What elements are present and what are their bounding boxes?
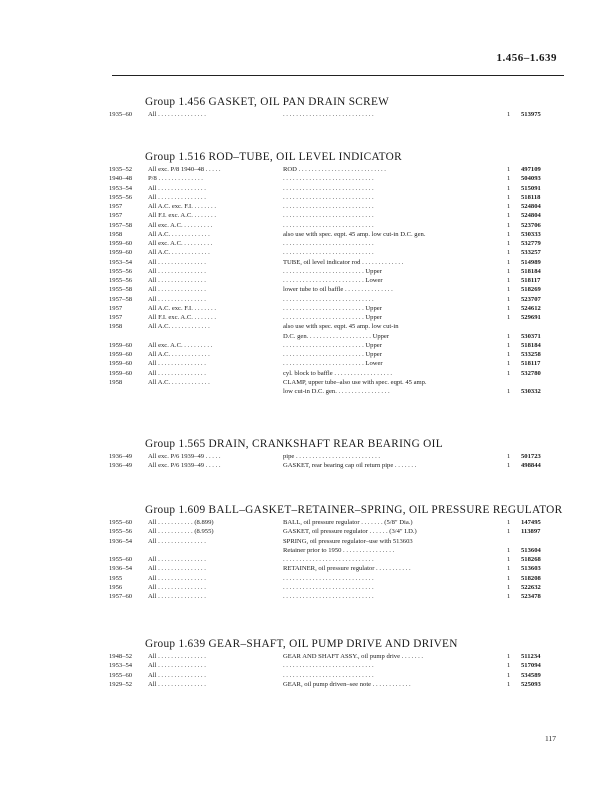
year-cell: 1959–60 [109,351,133,358]
application-cell: All . . . . . . . . . . . . . . . [148,593,206,600]
year-cell: 1959–60 [109,360,133,368]
year-cell: 1955–56 [109,193,133,201]
year-cell: 1948–52 [109,653,133,660]
part-number-cell: 511234 [521,653,541,660]
group-1-456 [107,94,564,119]
part-number-cell: 504093 [521,175,541,183]
description-cell: . . . . . . . . . . . . . . . . . . . . . . . . . Upper [283,351,382,358]
quantity-cell: 1 [507,221,511,229]
quantity-cell: 1 [507,369,511,377]
quantity-cell: 1 [507,574,511,582]
description-cell: . . . . . . . . . . . . . . . . . . . . . . . . . . . . [283,574,374,582]
table-row [107,461,564,470]
application-cell: All exc. P/6 1939–49 . . . . . [148,453,221,460]
description-cell: . . . . . . . . . . . . . . . . . . . . . . . . . Upper [283,267,382,275]
table-row [107,652,564,661]
application-cell: All A.C. exc. F.I. . . . . . . . [148,304,216,312]
part-number-cell: 518117 [521,277,541,284]
table-row [107,555,564,564]
quantity-cell: 1 [507,249,511,257]
year-cell: 1958 [109,323,123,331]
table-row [107,322,564,331]
year-cell: 1955–58 [109,286,133,294]
part-number-cell: 534589 [521,671,541,679]
description-cell: . . . . . . . . . . . . . . . . . . . . . . . . . . . . [283,556,374,563]
parts-table [107,652,564,689]
description-cell: also use with spec. eqpt. 45 amp. low cut-in [283,323,399,331]
description-cell: BALL, oil pressure regulator . . . . . . . (5/8" Dia.) [283,519,413,526]
table-row [107,671,564,680]
description-cell: . . . . . . . . . . . . . . . . . . . . . . . . . . . . [283,671,374,679]
table-row [107,267,564,276]
group-title: Group 1.456 GASKET, OIL PAN DRAIN SCREW [145,96,390,108]
table-row [107,592,564,601]
year-cell: 1958 [109,230,123,238]
table-row [107,285,564,294]
year-cell: 1935–60 [109,111,133,118]
application-cell: All . . . . . . . . . . . . . . . [148,369,206,377]
table-row [107,276,564,285]
part-number-cell: 518184 [521,267,541,275]
parts-table [107,165,564,396]
part-number-cell: 525093 [521,680,541,688]
application-cell: All . . . . . . . . . . . (8.899) [148,519,214,526]
description-cell: GASKET, rear bearing cap oil return pipe . . . . . . . [283,462,417,470]
header-rule [112,75,564,76]
quantity-cell: 1 [507,277,511,284]
part-number-cell: 524612 [521,304,541,312]
description-cell: . . . . . . . . . . . . . . . . . . . . . . . . . Upper [283,304,382,312]
table-row [107,304,564,313]
description-cell: ROD . . . . . . . . . . . . . . . . . . . . . . . . . . . [283,166,386,173]
application-cell: All . . . . . . . . . . . . . . . [148,267,206,275]
table-row [107,452,564,461]
description-cell: . . . . . . . . . . . . . . . . . . . . . . . . . Lower [283,360,383,368]
group-1-609 [107,502,564,601]
description-cell: . . . . . . . . . . . . . . . . . . . . . . . . . . . . [283,111,374,118]
part-number-cell: 522632 [521,583,541,591]
table-row [107,193,564,202]
description-cell: . . . . . . . . . . . . . . . . . . . . . . . . . Upper [283,314,382,321]
table-row [107,332,564,341]
part-number-cell: 515091 [521,184,541,192]
year-cell: 1957–58 [109,221,133,229]
table-row [107,369,564,378]
part-number-cell: 533258 [521,351,541,358]
year-cell: 1953–54 [109,662,133,670]
table-row [107,110,564,119]
application-cell: All A.C. . . . . . . . . . . . . [148,230,210,238]
description-cell: also use with spec. eqpt. 45 amp. low cut-in D.C. gen. [283,230,426,238]
quantity-cell: 1 [507,212,511,220]
description-cell: . . . . . . . . . . . . . . . . . . . . . . . . . . . . [283,212,374,220]
table-row [107,239,564,248]
description-cell: . . . . . . . . . . . . . . . . . . . . . . . . . . . . [283,662,374,670]
description-cell: low cut-in D.C. gen. . . . . . . . . . . . . . . . . [283,388,390,395]
part-number-cell: 532780 [521,369,541,377]
description-cell: pipe . . . . . . . . . . . . . . . . . . . . . . . . . . [283,453,381,460]
description-cell: . . . . . . . . . . . . . . . . . . . . . . . . . . . . [283,583,374,591]
quantity-cell: 1 [507,528,511,536]
quantity-cell: 1 [507,546,511,554]
part-number-cell: 533257 [521,249,541,257]
table-row [107,221,564,230]
description-cell: RETAINER, oil pressure regulator . . . . . . . . . . . [283,565,411,573]
part-number-cell: 524804 [521,203,541,210]
quantity-cell: 1 [507,111,511,118]
year-cell: 1936–54 [109,537,133,545]
part-number-cell: 523707 [521,295,541,303]
quantity-cell: 1 [507,351,511,358]
part-number-cell: 147495 [521,519,541,526]
part-number-cell: 513603 [521,565,541,573]
table-row [107,211,564,220]
description-cell: . . . . . . . . . . . . . . . . . . . . . . . . . Upper [283,341,382,349]
group-1-565 [107,436,564,471]
quantity-cell: 1 [507,583,511,591]
description-cell: SPRING, oil pressure regulator–use with 513603 [283,537,413,545]
part-number-cell: 517094 [521,662,541,670]
application-cell: All . . . . . . . . . . . . . . . [148,295,206,303]
application-cell: P/8 . . . . . . . . . . . . . . [148,175,203,183]
part-number-cell: 501723 [521,453,541,460]
year-cell: 1936–49 [109,462,133,470]
table-row [107,165,564,174]
page-number: 117 [545,734,556,743]
quantity-cell: 1 [507,671,511,679]
part-number-cell: 113897 [521,528,541,536]
year-cell: 1955–56 [109,277,133,284]
application-cell: All . . . . . . . . . . . . . . . [148,193,206,201]
description-cell: . . . . . . . . . . . . . . . . . . . . . . . . . . . . [283,184,374,192]
part-number-cell: 523478 [521,593,541,600]
application-cell: All exc. P/8 1940–48 . . . . . [148,166,221,173]
group-title: Group 1.565 DRAIN, CRANKSHAFT REAR BEARING OIL [145,438,443,450]
description-cell: GEAR, oil pump driven–see note . . . . . . . . . . . . [283,680,411,688]
application-cell: All exc. A.C. . . . . . . . . . [148,341,213,349]
part-number-cell: 518269 [521,286,541,294]
part-number-cell: 532779 [521,240,541,247]
year-cell: 1957 [109,304,123,312]
table-row [107,378,564,387]
application-cell: All F.I. exc. A.C. . . . . . . . [148,314,216,321]
year-cell: 1935–52 [109,166,133,173]
quantity-cell: 1 [507,332,511,340]
table-row [107,387,564,396]
year-cell: 1959–60 [109,341,133,349]
application-cell: All exc. A.C. . . . . . . . . . [148,240,213,247]
part-number-cell: 518117 [521,360,541,368]
table-row [107,258,564,267]
quantity-cell: 1 [507,388,511,395]
description-cell: . . . . . . . . . . . . . . . . . . . . . . . . . . . . [283,240,374,247]
year-cell: 1955–60 [109,519,133,526]
table-row [107,661,564,670]
application-cell: All . . . . . . . . . . . (8.955) [148,528,214,536]
application-cell: All A.C. . . . . . . . . . . . . [148,351,210,358]
application-cell: All A.C. . . . . . . . . . . . . [148,323,210,331]
table-row [107,546,564,555]
quantity-cell: 1 [507,295,511,303]
year-cell: 1953–54 [109,258,133,266]
year-cell: 1955–60 [109,671,133,679]
application-cell: All . . . . . . . . . . . . . . . [148,184,206,192]
quantity-cell: 1 [507,341,511,349]
table-row [107,248,564,257]
quantity-cell: 1 [507,565,511,573]
description-cell: . . . . . . . . . . . . . . . . . . . . . . . . . . . . [283,193,374,201]
group-title: Group 1.516 ROD–TUBE, OIL LEVEL INDICATOR [145,151,402,163]
group-1-516 [107,149,564,396]
table-row [107,184,564,193]
year-cell: 1929–52 [109,680,133,688]
part-number-cell: 518184 [521,341,541,349]
year-cell: 1957–58 [109,295,133,303]
table-row [107,564,564,573]
table-row [107,537,564,546]
year-cell: 1955–60 [109,556,133,563]
group-1-639 [107,636,564,689]
table-row [107,174,564,183]
quantity-cell: 1 [507,653,511,660]
part-number-cell: 524804 [521,212,541,220]
year-cell: 1956 [109,583,123,591]
part-number-cell: 529691 [521,314,541,321]
table-row [107,527,564,536]
year-cell: 1959–60 [109,369,133,377]
table-row [107,680,564,689]
application-cell: All F.I. exc. A.C. . . . . . . . [148,212,216,220]
year-cell: 1957 [109,314,123,321]
parts-table [107,110,564,119]
description-cell: . . . . . . . . . . . . . . . . . . . . . . . . . . . . [283,593,374,600]
description-cell: TUBE, oil level indicator rod . . . . . . . . . . . . . [283,258,404,266]
part-number-cell: 530371 [521,332,541,340]
description-cell: . . . . . . . . . . . . . . . . . . . . . . . . . . . . [283,295,374,303]
quantity-cell: 1 [507,462,511,470]
quantity-cell: 1 [507,267,511,275]
year-cell: 1953–54 [109,184,133,192]
quantity-cell: 1 [507,193,511,201]
application-cell: All exc. A.C. . . . . . . . . . [148,221,213,229]
quantity-cell: 1 [507,680,511,688]
part-number-cell: 514989 [521,258,541,266]
page-header-range: 1.456–1.639 [496,52,557,64]
application-cell: All . . . . . . . . . . . . . . . [148,583,206,591]
application-cell: All . . . . . . . . . . . . . . . [148,574,206,582]
table-row [107,341,564,350]
quantity-cell: 1 [507,593,511,600]
quantity-cell: 1 [507,314,511,321]
quantity-cell: 1 [507,184,511,192]
table-row [107,230,564,239]
year-cell: 1955 [109,574,123,582]
description-cell: . . . . . . . . . . . . . . . . . . . . . . . . . . . . [283,203,374,210]
group-title: Group 1.609 BALL–GASKET–RETAINER–SPRING, OIL PRESSURE REGULATOR [145,504,563,516]
description-cell: . . . . . . . . . . . . . . . . . . . . . . . . . . . . [283,249,374,257]
quantity-cell: 1 [507,360,511,368]
application-cell: All A.C. . . . . . . . . . . . . [148,249,210,257]
quantity-cell: 1 [507,662,511,670]
quantity-cell: 1 [507,240,511,247]
parts-table [107,518,564,601]
year-cell: 1955–56 [109,267,133,275]
part-number-cell: 518208 [521,574,541,582]
description-cell: GEAR AND SHAFT ASSY., oil pump drive . . . . . . . [283,653,424,660]
application-cell: All . . . . . . . . . . . . . . . [148,680,206,688]
year-cell: 1936–54 [109,565,133,573]
quantity-cell: 1 [507,453,511,460]
quantity-cell: 1 [507,203,511,210]
year-cell: 1957 [109,212,123,220]
year-cell: 1940–48 [109,175,133,183]
part-number-cell: 498844 [521,462,541,470]
part-number-cell: 530332 [521,388,541,395]
application-cell: All A.C. . . . . . . . . . . . . [148,378,210,386]
application-cell: All . . . . . . . . . . . . . . . [148,277,206,284]
part-number-cell: 513975 [521,111,541,118]
table-row [107,518,564,527]
table-row [107,350,564,359]
parts-table [107,452,564,471]
description-cell: GASKET, oil pressure regulator . . . . . . (3/4" I.D.) [283,528,417,536]
part-number-cell: 523706 [521,221,541,229]
table-row [107,359,564,368]
table-row [107,295,564,304]
year-cell: 1959–60 [109,240,133,247]
application-cell: All . . . . . . . . . . . . . . . [148,286,206,294]
description-cell: . . . . . . . . . . . . . . . . . . . . . . . . . . . . [283,221,374,229]
description-cell: . . . . . . . . . . . . . . . . . . . . . . . . . . . . [283,175,374,183]
part-number-cell: 513604 [521,546,541,554]
quantity-cell: 1 [507,230,511,238]
year-cell: 1958 [109,378,123,386]
quantity-cell: 1 [507,166,511,173]
description-cell: Retainer prior to 1950 . . . . . . . . . . . . . . . . [283,546,395,554]
quantity-cell: 1 [507,258,511,266]
application-cell: All . . . . . . . . . . . . . . . [148,537,206,545]
part-number-cell: 518268 [521,556,541,563]
application-cell: All . . . . . . . . . . . . . . . [148,565,206,573]
quantity-cell: 1 [507,175,511,183]
description-cell: D.C. gen. . . . . . . . . . . . . . . . . . . . Upper [283,332,390,340]
year-cell: 1955–56 [109,528,133,536]
year-cell: 1957 [109,203,123,210]
part-number-cell: 518118 [521,193,541,201]
application-cell: All . . . . . . . . . . . . . . . [148,671,206,679]
application-cell: All . . . . . . . . . . . . . . . [148,556,206,563]
application-cell: All . . . . . . . . . . . . . . . [148,360,206,368]
description-cell: . . . . . . . . . . . . . . . . . . . . . . . . . Lower [283,277,383,284]
quantity-cell: 1 [507,556,511,563]
table-row [107,202,564,211]
year-cell: 1957–60 [109,593,133,600]
part-number-cell: 530333 [521,230,541,238]
year-cell: 1959–60 [109,249,133,257]
quantity-cell: 1 [507,519,511,526]
description-cell: cyl. block to baffle . . . . . . . . . . . . . . . . . . [283,369,393,377]
application-cell: All A.C. exc. F.I. . . . . . . . [148,203,216,210]
part-number-cell: 497109 [521,166,541,173]
application-cell: All . . . . . . . . . . . . . . . [148,258,206,266]
application-cell: All exc. P/6 1939–49 . . . . . [148,462,221,470]
group-title: Group 1.639 GEAR–SHAFT, OIL PUMP DRIVE AND DRIVEN [145,638,458,650]
table-row [107,313,564,322]
description-cell: CLAMP, upper tube–also use with spec. eqpt. 45 amp. [283,378,427,386]
quantity-cell: 1 [507,286,511,294]
quantity-cell: 1 [507,304,511,312]
year-cell: 1936–49 [109,453,133,460]
description-cell: lower tube to oil baffle . . . . . . . . . . . . . . . [283,286,393,294]
table-row [107,574,564,583]
application-cell: All . . . . . . . . . . . . . . . [148,111,206,118]
application-cell: All . . . . . . . . . . . . . . . [148,662,206,670]
table-row [107,583,564,592]
application-cell: All . . . . . . . . . . . . . . . [148,653,206,660]
